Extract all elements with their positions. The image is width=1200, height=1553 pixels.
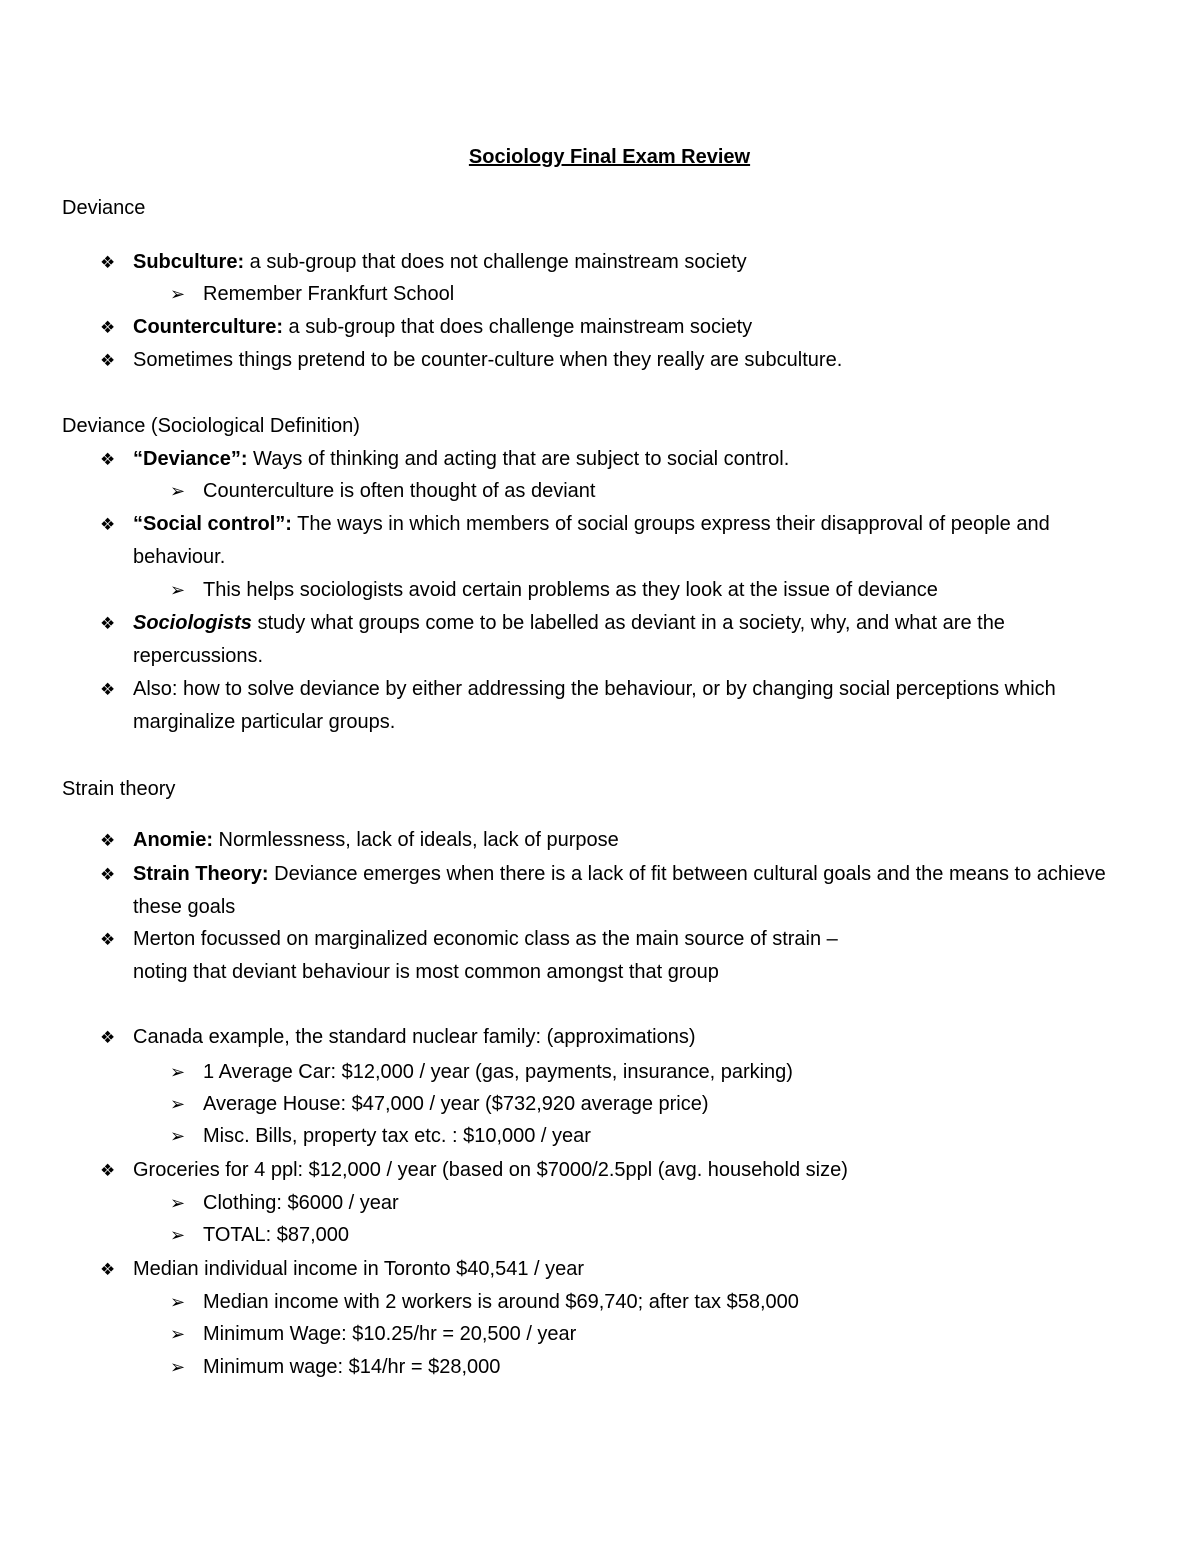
diamond-bullet-icon: ❖ <box>100 831 116 850</box>
section-heading-deviance: Deviance <box>62 197 146 219</box>
bullet-anomie <box>100 824 1140 857</box>
section-heading-strain: Strain theory <box>62 778 176 800</box>
subbullet-text: Clothing: $6000 / year <box>203 1192 399 1214</box>
subbullet-text: Minimum wage: $14/hr = $28,000 <box>203 1356 501 1378</box>
definition-anomie: Normlessness, lack of ideals, lack of purpose <box>213 829 619 851</box>
diamond-bullet-icon: ❖ <box>100 614 116 633</box>
diamond-bullet-icon: ❖ <box>100 1028 116 1047</box>
definition-deviance: Ways of thinking and acting that are subject to social control. <box>247 448 790 470</box>
diamond-bullet-icon: ❖ <box>100 318 116 337</box>
arrow-bullet-icon: ➢ <box>170 1225 186 1245</box>
subbullet-total <box>170 1219 1130 1252</box>
subbullet-text: This helps sociologists avoid certain problems as they look at the issue of deviance <box>203 579 938 601</box>
subbullet-clothing <box>170 1187 1130 1220</box>
diamond-bullet-icon: ❖ <box>100 351 116 370</box>
bullet-subculture <box>100 246 1140 279</box>
subbullet-text: Average House: $47,000 / year ($732,920 average price) <box>203 1093 709 1115</box>
term-subculture: Subculture: <box>133 251 245 273</box>
subbullet-text: Median income with 2 workers is around $69,740; after tax $58,000 <box>203 1291 799 1313</box>
subbullet-misc <box>170 1120 1130 1153</box>
subbullet-frankfurt <box>170 278 1130 311</box>
definition-counterculture: a sub-group that does challenge mainstream society <box>283 316 753 338</box>
subbullet-text: Counterculture is often thought of as deviant <box>203 480 596 502</box>
subbullet-min-wage-1 <box>170 1318 1130 1351</box>
arrow-bullet-icon: ➢ <box>170 284 186 304</box>
term-anomie: Anomie: <box>133 829 213 851</box>
bullet-also <box>100 673 1140 739</box>
subbullet-car <box>170 1056 1130 1089</box>
arrow-bullet-icon: ➢ <box>170 1324 186 1344</box>
term-social-control: “Social control”: <box>133 513 292 535</box>
arrow-bullet-icon: ➢ <box>170 580 186 600</box>
page-title: Sociology Final Exam Review <box>468 146 751 168</box>
definition-social-control: The ways in which members of social groups express their disapproval of people and behaviour. <box>133 513 1050 568</box>
subbullet-text: Misc. Bills, property tax etc. : $10,000 / year <box>203 1125 591 1147</box>
bullet-groceries <box>100 1154 1140 1187</box>
definition-subculture: a sub-group that does not challenge mainstream society <box>244 251 747 273</box>
arrow-bullet-icon: ➢ <box>170 1094 186 1114</box>
subbullet-house <box>170 1088 1130 1121</box>
diamond-bullet-icon: ❖ <box>100 680 116 699</box>
bullet-social-control <box>100 508 1140 574</box>
bullet-text: Canada example, the standard nuclear family: (approximations) <box>133 1026 696 1048</box>
bullet-counterculture <box>100 311 1140 344</box>
diamond-bullet-icon: ❖ <box>100 450 116 469</box>
term-sociologists: Sociologists <box>133 612 252 634</box>
subbullet-deviant <box>170 475 1130 508</box>
subbullet-text: Remember Frankfurt School <box>203 283 455 305</box>
diamond-bullet-icon: ❖ <box>100 1161 116 1180</box>
arrow-bullet-icon: ➢ <box>170 481 186 501</box>
bullet-deviance-definition <box>100 443 1140 476</box>
diamond-bullet-icon: ❖ <box>100 253 116 272</box>
bullet-text-line-2: noting that deviant behaviour is most common amongst that group <box>133 961 719 983</box>
subbullet-text: Minimum Wage: $10.25/hr = 20,500 / year <box>203 1323 577 1345</box>
subbullet-min-wage-2 <box>170 1351 1130 1384</box>
bullet-canada <box>100 1021 1140 1054</box>
subbullet-two-workers <box>170 1286 1130 1319</box>
bullet-text: Groceries for 4 ppl: $12,000 / year (based on $7000/2.5ppl (avg. household size) <box>133 1159 848 1181</box>
arrow-bullet-icon: ➢ <box>170 1292 186 1312</box>
subbullet-avoid <box>170 574 1130 607</box>
definition-sociologists: study what groups come to be labelled as deviant in a society, why, and what are the repercussions. <box>133 612 1005 667</box>
bullet-text: Sometimes things pretend to be counter-culture when they really are subculture. <box>133 349 843 371</box>
diamond-bullet-icon: ❖ <box>100 930 116 949</box>
bullet-text: Median individual income in Toronto $40,541 / year <box>133 1258 585 1280</box>
subbullet-text: 1 Average Car: $12,000 / year (gas, payments, insurance, parking) <box>203 1061 793 1083</box>
term-strain-theory: Strain Theory: <box>133 863 269 885</box>
bullet-median <box>100 1253 1140 1286</box>
bullet-pretend <box>100 344 1140 377</box>
term-counterculture: Counterculture: <box>133 316 283 338</box>
arrow-bullet-icon: ➢ <box>170 1062 186 1082</box>
diamond-bullet-icon: ❖ <box>100 515 116 534</box>
arrow-bullet-icon: ➢ <box>170 1357 186 1377</box>
bullet-merton <box>100 923 1140 989</box>
diamond-bullet-icon: ❖ <box>100 1260 116 1279</box>
bullet-text: Also: how to solve deviance by either addressing the behaviour, or by changing social perceptions which marginalize particular groups. <box>133 678 1056 733</box>
bullet-sociologists <box>100 607 1140 673</box>
diamond-bullet-icon: ❖ <box>100 865 116 884</box>
arrow-bullet-icon: ➢ <box>170 1126 186 1146</box>
bullet-strain-theory <box>100 858 1140 924</box>
subbullet-text: TOTAL: $87,000 <box>203 1224 350 1246</box>
section-heading-definition: Deviance (Sociological Definition) <box>62 415 360 437</box>
definition-strain-theory: Deviance emerges when there is a lack of fit between cultural goals and the means to achieve these goals <box>133 863 1106 918</box>
term-deviance: “Deviance”: <box>133 448 248 470</box>
bullet-text-line-1: Merton focussed on marginalized economic class as the main source of strain – <box>133 928 838 950</box>
arrow-bullet-icon: ➢ <box>170 1193 186 1213</box>
